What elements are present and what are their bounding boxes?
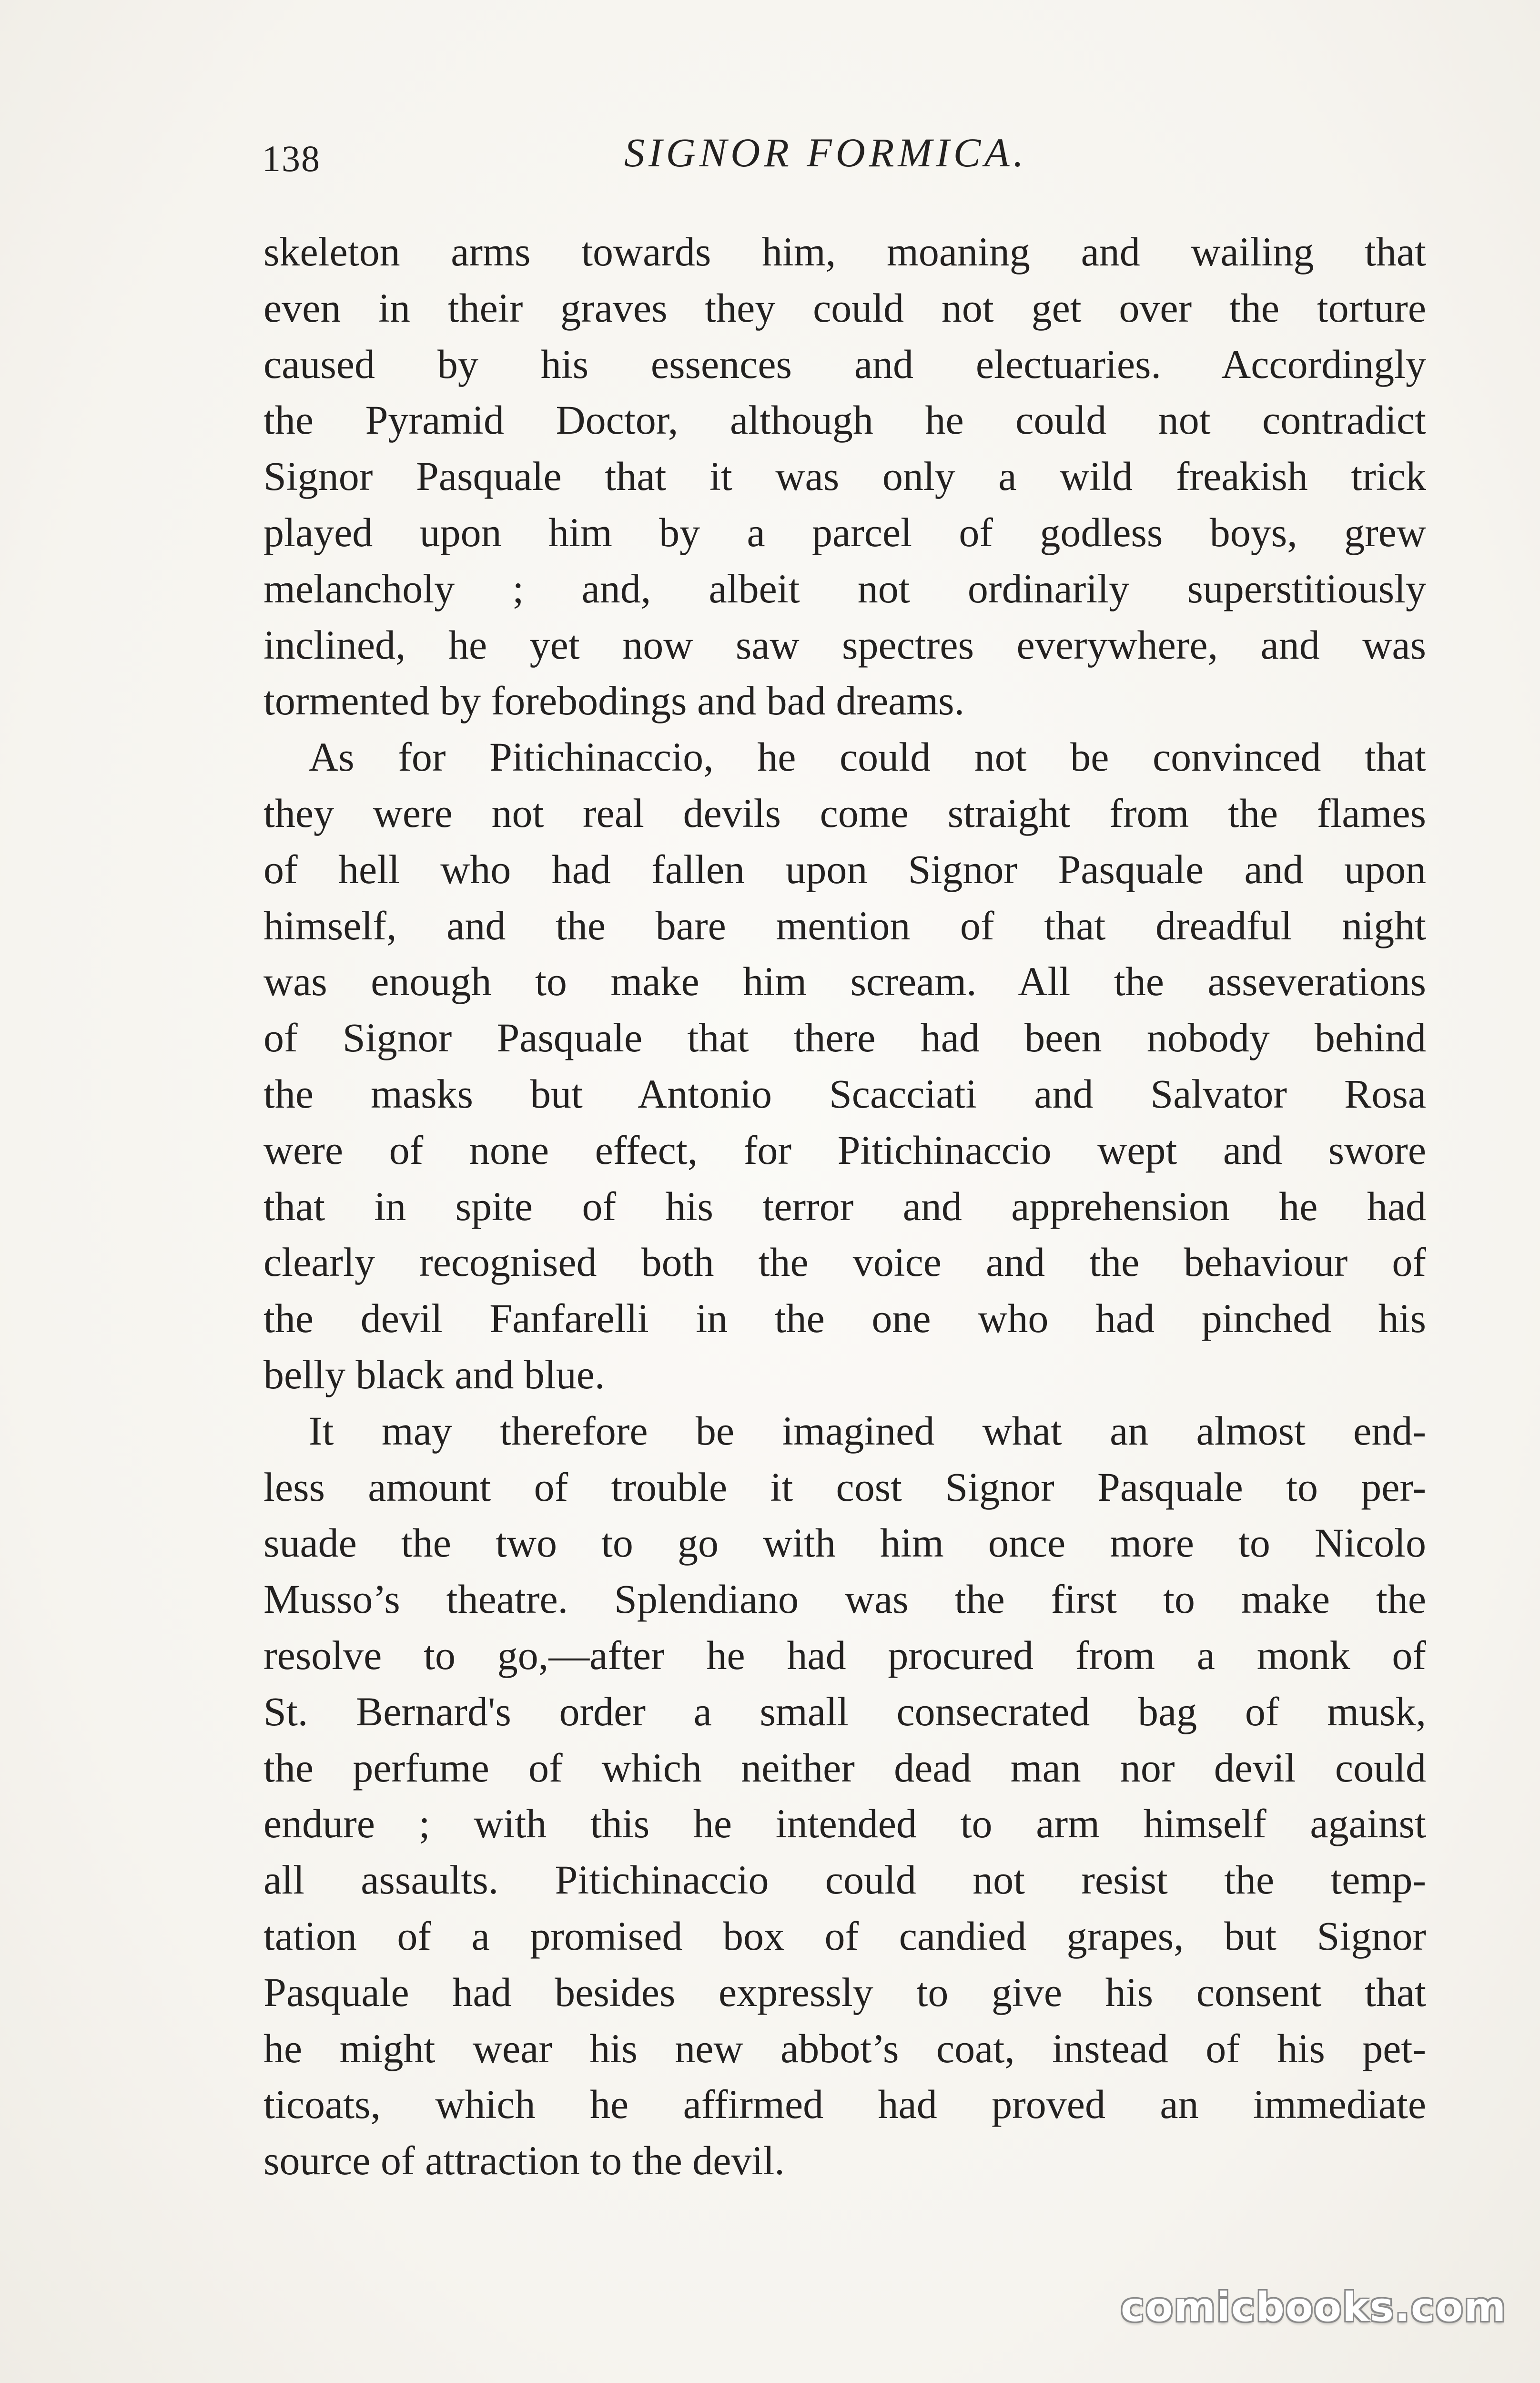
- text-line: endure ; with this he intended to arm himself against: [263, 1801, 1426, 1847]
- text-line: all assaults. Pitichinaccio could not resist the temp-: [263, 1857, 1426, 1903]
- text-line: of hell who had fallen upon Signor Pasquale and upon: [263, 846, 1426, 892]
- text-line: the masks but Antonio Scacciati and Salvator Rosa: [263, 1070, 1426, 1117]
- text-line: was enough to make him scream. All the asseverations: [263, 958, 1426, 1005]
- text-line: less amount of trouble it cost Signor Pasquale to per-: [263, 1464, 1426, 1510]
- text-line: himself, and the bare mention of that dreadful night: [263, 902, 1426, 948]
- watermark-logo: comicbooks.com: [1121, 2284, 1507, 2331]
- text-line: inclined, he yet now saw spectres everywhere, and was: [263, 621, 1426, 668]
- text-line: the Pyramid Doctor, although he could not contradict: [263, 397, 1426, 443]
- text-line: they were not real devils come straight from the flames: [263, 790, 1426, 836]
- text-line: tation of a promised box of candied grapes, but Signor: [263, 1913, 1426, 1959]
- body-text: [263, 224, 1426, 2189]
- text-line: Musso’s theatre. Splendiano was the first to make the: [263, 1576, 1426, 1622]
- page-number: 138: [262, 138, 321, 179]
- text-line: As for Pitichinaccio, he could not be convinced that: [309, 734, 1426, 780]
- text-line: melancholy ; and, albeit not ordinarily superstitiously: [263, 565, 1426, 611]
- text-line: the devil Fanfarelli in the one who had pinched his: [263, 1295, 1426, 1342]
- text-line: clearly recognised both the voice and the behaviour of: [263, 1239, 1426, 1285]
- text-line: resolve to go,—after he had procured from a monk of: [263, 1632, 1426, 1678]
- text-line: St. Bernard's order a small consecrated bag of musk,: [263, 1688, 1426, 1734]
- text-line: ticoats, which he affirmed had proved an immediate: [263, 2081, 1426, 2128]
- text-line: played upon him by a parcel of godless boys, grew: [263, 509, 1426, 555]
- text-line: even in their graves they could not get over the torture: [263, 285, 1426, 331]
- text-line: belly black and blue.: [263, 1351, 605, 1397]
- text-line: skeleton arms towards him, moaning and wailing that: [263, 229, 1426, 275]
- text-line: suade the two to go with him once more to Nicolo: [263, 1520, 1426, 1566]
- text-line: he might wear his new abbot’s coat, instead of his pet-: [263, 2025, 1426, 2071]
- text-line: It may therefore be imagined what an almost end-: [309, 1407, 1426, 1454]
- text-line: the perfume of which neither dead man nor devil could: [263, 1744, 1426, 1791]
- text-line: were of none effect, for Pitichinaccio wept and swore: [263, 1127, 1426, 1173]
- running-head: [262, 129, 1434, 191]
- text-line: Pasquale had besides expressly to give his consent that: [263, 1969, 1426, 2015]
- text-line: that in spite of his terror and apprehension he had: [263, 1183, 1426, 1229]
- text-line: tormented by forebodings and bad dreams.: [263, 678, 965, 724]
- text-line: source of attraction to the devil.: [263, 2138, 785, 2184]
- text-line: of Signor Pasquale that there had been nobody behind: [263, 1015, 1426, 1061]
- text-line: Signor Pasquale that it was only a wild freakish trick: [263, 453, 1426, 499]
- running-title: SIGNOR FORMICA.: [624, 130, 1028, 175]
- text-line: caused by his essences and electuaries. Accordingly: [263, 341, 1426, 387]
